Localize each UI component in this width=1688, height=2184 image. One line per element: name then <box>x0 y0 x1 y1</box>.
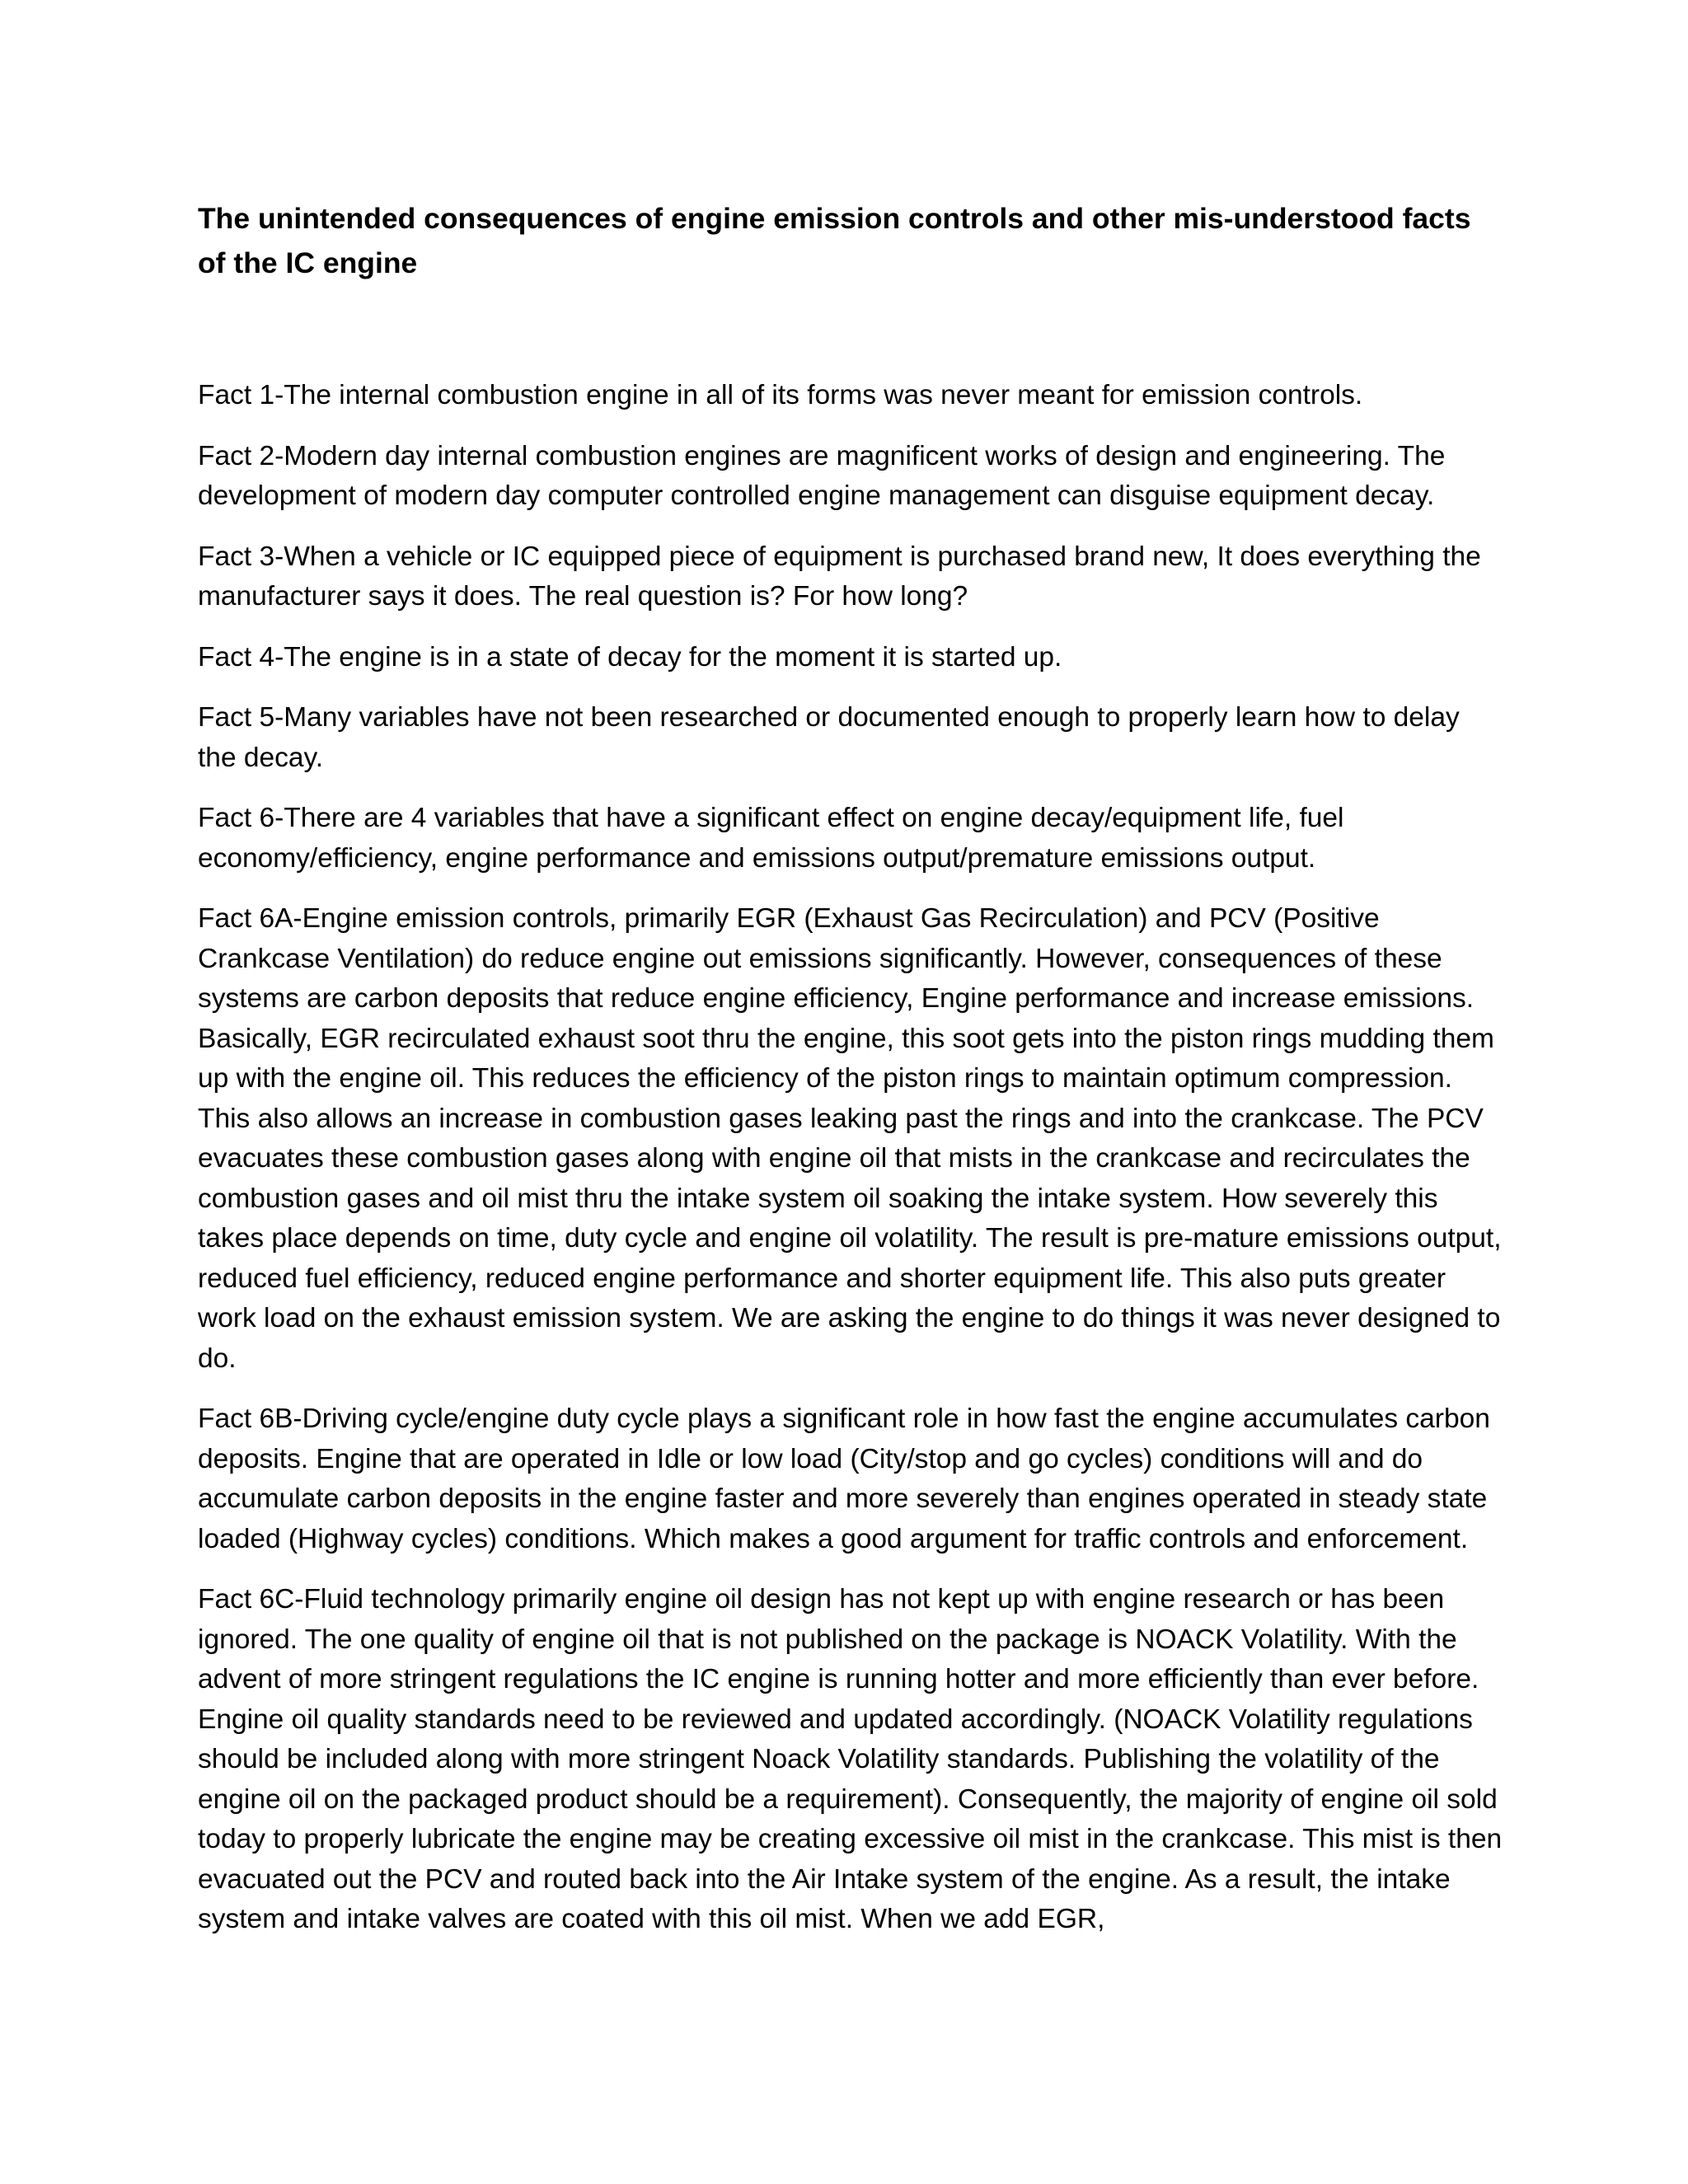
document-page <box>198 196 1504 1961</box>
fact-2-paragraph: Fact 2-Modern day internal combustion engines are magnificent works of design and engineering. The development of modern day computer controlled engine management can disguise equipment decay. <box>198 440 1446 511</box>
fact-3-paragraph: Fact 3-When a vehicle or IC equipped piece of equipment is purchased brand new, It does everything the manufacturer says it does. The real question is? For how long? <box>198 541 1481 612</box>
fact-1-paragraph: Fact 1-The internal combustion engine in all of its forms was never meant for emission controls. <box>198 380 1363 410</box>
fact-4-paragraph: Fact 4-The engine is in a state of decay for the moment it is started up. <box>198 641 1062 673</box>
fact-6c-paragraph: Fact 6C-Fluid technology primarily engine oil design has not kept up with engine research or has been ignored. The one quality of engine oil that is not published on the package is NOACK Volatility. With the advent of more stringent regulations the IC engine is running hotter and more efficiently than ever before. Engine oil quality standards need to be reviewed and updated accordingly. (NOACK Volatility regulations should be included along with more stringent Noack Volatility standards. Publishing the volatility of the engine oil on the packaged product should be a requirement). Consequently, the majority of engine oil sold today to properly lubricate the engine may be creating excessive oil mist in the crankcase. This mist is then evacuated out the PCV and routed back into the Air Intake system of the engine. As a result, the intake system and intake valves are coated with this oil mist. When we add EGR, <box>198 1584 1503 1934</box>
fact-6a-paragraph: Fact 6A-Engine emission controls, primarily EGR (Exhaust Gas Recirculation) and PCV (Positive Crankcase Ventilation) do reduce engine out emissions significantly. However, consequences of these systems are carbon deposits that reduce engine efficiency, Engine performance and increase emissions. Basically, EGR recirculated exhaust soot thru the engine, this soot gets into the piston rings mudding them up with the engine oil. This reduces the efficiency of the piston rings to maintain optimum compression. This also allows an increase in combustion gases leaking past the rings and into the crankcase. The PCV evacuates these combustion gases along with engine oil that mists in the crankcase and recirculates the combustion gases and oil mist thru the intake system oil soaking the intake system. How severely this takes place depends on time, duty cycle and engine oil volatility. The result is pre-mature emissions output, reduced fuel efficiency, reduced engine performance and shorter equipment life. This also puts greater work load on the exhaust emission system. We are asking the engine to do things it was never designed to do. <box>198 903 1502 1374</box>
fact-5-paragraph: Fact 5-Many variables have not been researched or documented enough to properly learn how to delay the decay. <box>198 702 1460 773</box>
fact-6-paragraph: Fact 6-There are 4 variables that have a significant effect on engine decay/equipment life, fuel economy/efficiency, engine performance and emissions output/premature emissions output. <box>198 803 1344 874</box>
fact-6b-paragraph: Fact 6B-Driving cycle/engine duty cycle plays a significant role in how fast the engine accumulates carbon deposits. Engine that are operated in Idle or low load (City/stop and go cycles) conditions will and do accumulate carbon deposits in the engine faster and more severely than engines operated in steady state loaded (Highway cycles) conditions. Which makes a good argument for traffic controls and enforcement. <box>198 1404 1490 1554</box>
document-title: The unintended consequences of engine emission controls and other mis-understood facts of the IC engine <box>198 202 1471 279</box>
